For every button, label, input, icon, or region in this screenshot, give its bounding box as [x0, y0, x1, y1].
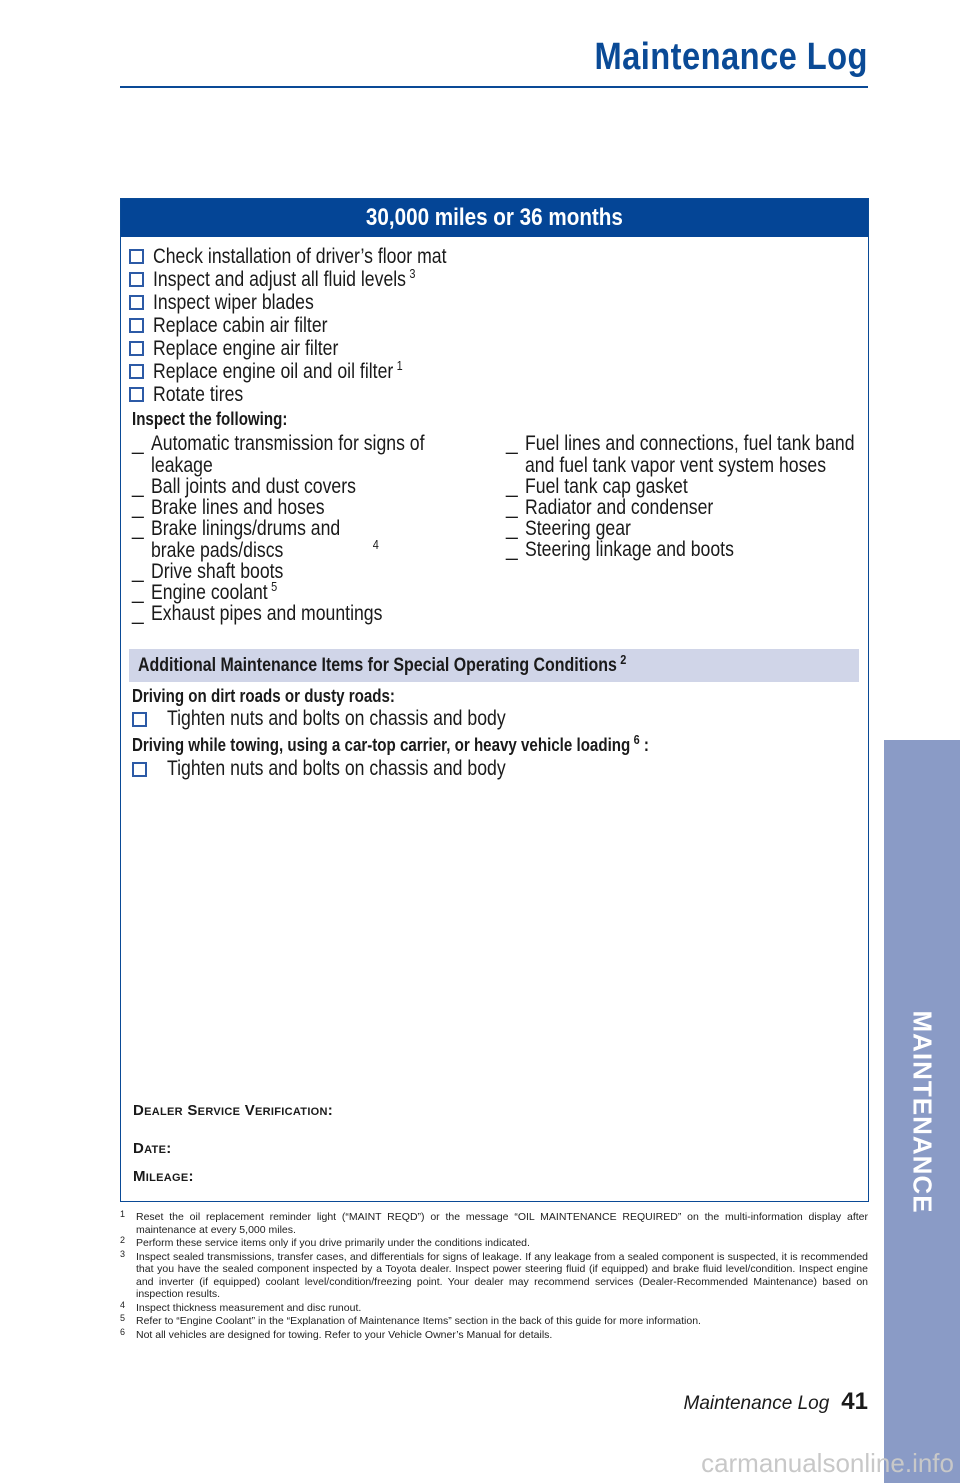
inspect-item	[506, 476, 866, 498]
inspect-item	[506, 433, 866, 477]
mileage-label: Mileage:	[133, 1168, 194, 1185]
page-title: Maintenance Log	[594, 36, 868, 78]
inspect-item	[132, 433, 492, 477]
checklist-item[interactable]	[129, 314, 506, 337]
footnote: 2 Perform these service items only if you drive primarily under the conditions indicated.	[120, 1235, 530, 1249]
bullet-dash: _	[506, 517, 518, 540]
checkbox[interactable]	[129, 295, 144, 310]
date-label: Date:	[133, 1140, 172, 1157]
checklist-item-label: Inspect wiper blades	[153, 290, 314, 314]
footnote-ref: 1	[396, 357, 403, 373]
inspect-item-label: Fuel tank cap gasket	[525, 475, 688, 498]
condition-item[interactable]	[132, 707, 570, 731]
inspect-list-left	[132, 433, 492, 624]
side-tab-label: MAINTENANCE	[907, 1010, 938, 1214]
inspect-item	[132, 603, 492, 625]
checklist-item[interactable]	[129, 357, 506, 383]
checklist-item[interactable]	[129, 291, 506, 314]
inspect-item	[132, 561, 492, 583]
checklist-item-label: Replace engine oil and oil filter	[153, 359, 394, 383]
footnote: 3 Inspect sealed transmissions, transfer cases, and differentials for signs of leakage. If any leakage from a sealed component is suspected, it is recommended that you have the sealed component inspected by a Toyota dealer. Inspect power steering fluid (if equipped) and brake fluid level/condition. Inspect engine and inverter (if equipped) coolant level/condition/freezing point. Your dealer may recommend services (Dealer-Recommended Maintenance) based on inspection results.	[120, 1248, 868, 1300]
bullet-dash: _	[506, 475, 518, 498]
watermark: carmanualsonline.info	[701, 1448, 954, 1478]
inspect-item	[506, 518, 866, 540]
checkbox[interactable]	[132, 762, 147, 777]
inspect-item	[506, 497, 866, 519]
interval-header	[121, 199, 868, 237]
checklist-item[interactable]	[129, 383, 506, 406]
title-rule	[120, 86, 868, 88]
bullet-dash: _	[132, 475, 144, 498]
inspect-item	[132, 518, 492, 562]
condition-item-label: Tighten nuts and bolts on chassis and body	[167, 707, 506, 730]
special-conditions-bar	[129, 649, 859, 682]
inspect-item	[506, 539, 866, 561]
footnote: 5 Refer to “Engine Coolant” in the “Explanation of Maintenance Items” section in the back of this guide for more information.	[120, 1313, 701, 1327]
footer-label: Maintenance Log	[683, 1393, 830, 1414]
checklist-item-label: Rotate tires	[153, 382, 244, 406]
inspect-heading: Inspect the following:	[132, 409, 288, 429]
bullet-dash: _	[132, 517, 144, 540]
inspect-item-label: Drive shaft boots	[151, 560, 284, 583]
checklist-item-label: Check installation of driver’s floor mat	[153, 244, 447, 268]
footnote: 1 Reset the oil replacement reminder light (“MAINT REQD”) or the message “OIL MAINTENANCE REQUIRED” on the multi-information display after maintenance at every 5,000 miles.	[120, 1209, 868, 1236]
inspect-item-label: Exhaust pipes and mountings	[151, 602, 383, 625]
condition-heading: Driving while towing, using a car-top carrier, or heavy vehicle loading $^6$ :	[132, 732, 649, 755]
checklist-item-label: Replace engine air filter	[153, 336, 339, 360]
checkbox[interactable]	[129, 272, 144, 287]
footnote-ref: 2	[620, 651, 627, 667]
page-number: 41	[841, 1388, 868, 1415]
dealer-verification-label: Dealer Service Verification:	[133, 1102, 334, 1119]
inspect-item-label: Radiator and condenser	[525, 496, 714, 519]
inspect-item-label: Steering linkage and boots	[525, 538, 734, 561]
checklist-item[interactable]	[129, 337, 506, 360]
service-checklist	[129, 245, 506, 406]
condition-item-label: Tighten nuts and bolts on chassis and body	[167, 757, 506, 780]
bullet-dash: _	[132, 496, 144, 519]
inspect-item-label: Steering gear	[525, 517, 631, 540]
bullet-dash: _	[506, 496, 518, 519]
checkbox[interactable]	[129, 387, 144, 402]
checklist-item[interactable]	[129, 265, 506, 291]
inspect-item-label: Automatic transmission for signs of leakage	[151, 432, 425, 477]
inspect-list-right	[506, 433, 866, 560]
checkbox[interactable]	[132, 712, 147, 727]
checklist-item-label: Replace cabin air filter	[153, 313, 328, 337]
checkbox[interactable]	[129, 341, 144, 356]
bullet-dash: _	[132, 602, 144, 625]
page-footer	[684, 1388, 868, 1416]
checkbox[interactable]	[129, 318, 144, 333]
checkbox[interactable]	[129, 249, 144, 264]
bullet-dash: _	[506, 432, 518, 455]
special-conditions-heading: Additional Maintenance Items for Special Operating Conditions	[138, 655, 617, 676]
checkbox[interactable]	[129, 364, 144, 379]
inspect-item-label: Engine coolant	[151, 581, 268, 604]
inspect-item-label: Brake lines and hoses	[151, 496, 325, 519]
condition-item[interactable]	[132, 757, 570, 781]
inspect-item-label: Fuel lines and connections, fuel tank band and fuel tank vapor vent system hoses	[525, 432, 855, 477]
footnote-ref: 5	[271, 579, 278, 594]
inspect-item	[132, 497, 492, 519]
checklist-item-label: Inspect and adjust all fluid levels	[153, 267, 406, 291]
footnote: 6 Not all vehicles are designed for towing. Refer to your Vehicle Owner’s Manual for details.	[120, 1326, 553, 1341]
inspect-item	[132, 579, 492, 604]
bullet-dash: _	[132, 560, 144, 583]
bullet-dash: _	[132, 432, 144, 455]
condition-heading: Driving on dirt roads or dusty roads:	[132, 686, 395, 706]
footnote-ref: 6	[633, 732, 640, 747]
inspect-item-label: Brake linings/drums and brake pads/discs	[151, 517, 341, 562]
bullet-dash: _	[132, 581, 144, 604]
inspect-item-label: Ball joints and dust covers	[151, 475, 356, 498]
maintenance-box	[120, 198, 869, 1202]
interval-header-text: 30,000 miles or 36 months	[366, 204, 623, 231]
footnote-ref: 4	[372, 537, 379, 552]
footnotes	[120, 1211, 868, 1342]
footnote: 4 Inspect thickness measurement and disc runout.	[120, 1299, 362, 1314]
footnote-ref: 3	[409, 265, 416, 281]
bullet-dash: _	[506, 538, 518, 561]
checklist-item[interactable]	[129, 245, 506, 268]
inspect-item	[132, 476, 492, 498]
